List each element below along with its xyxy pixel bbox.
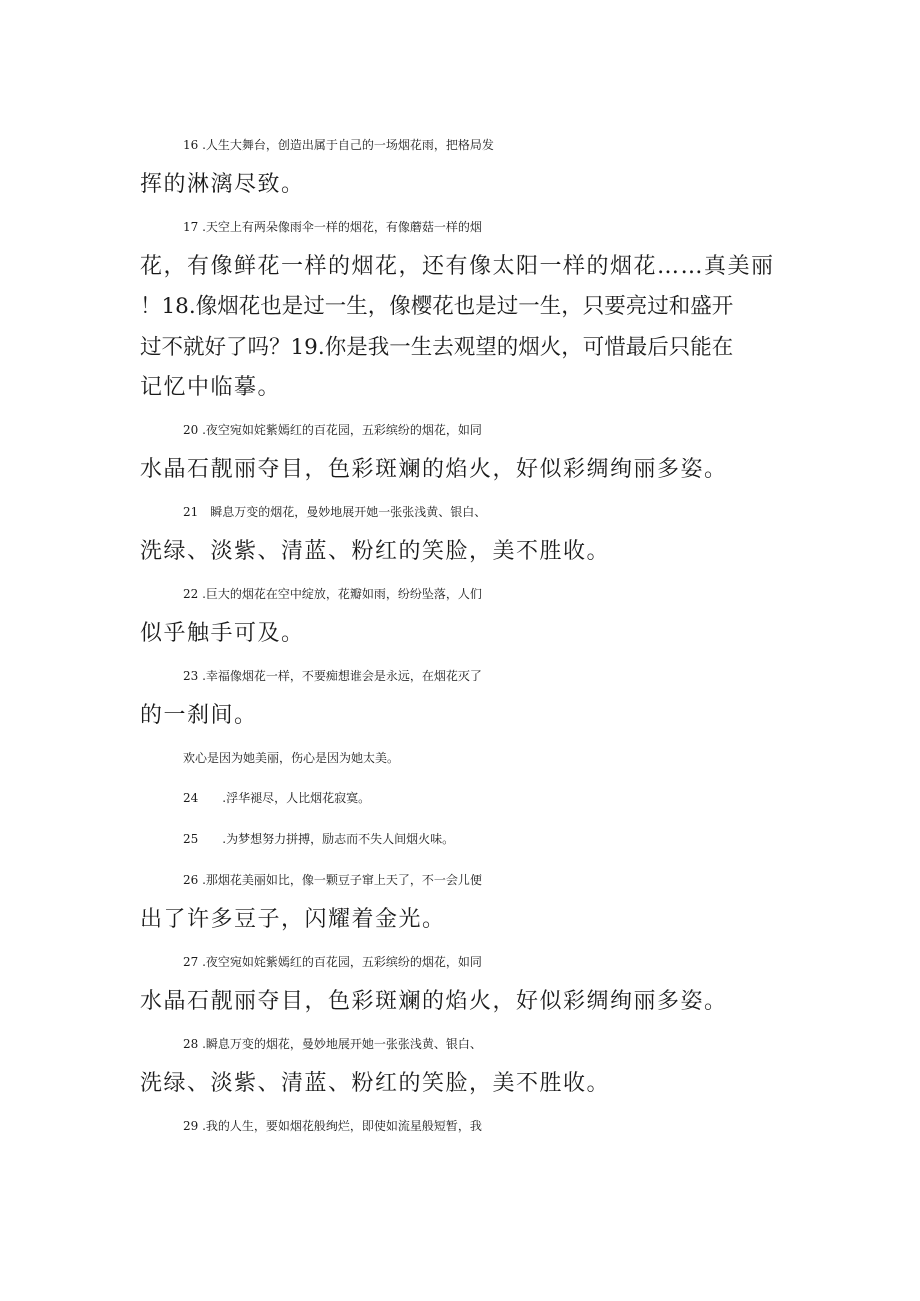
text-line: 水晶石靓丽夺目，色彩斑斓的焰火，好似彩绸绚丽多姿。 — [140, 989, 728, 1014]
text-line: ！18.像烟花也是过一生，像樱花也是过一生，只要亮过和盛开 — [140, 294, 734, 319]
text-line: 24 .浮华褪尽，人比烟花寂寞。 — [183, 791, 371, 805]
text-line: 水晶石靓丽夺目，色彩斑斓的焰火，好似彩绸绚丽多姿。 — [140, 457, 728, 482]
text-line: 似乎触手可及。 — [140, 621, 305, 646]
text-line: 20 .夜空宛如姹紫嫣红的百花园，五彩缤纷的烟花，如同 — [183, 423, 482, 437]
text-line: 21 瞬息万变的烟花，曼妙地展开她一张张浅黄、银白、 — [183, 505, 487, 519]
text-line: 的一刹间。 — [140, 703, 258, 728]
text-line: 26 .那烟花美丽如比，像一颗豆子窜上天了，不一会儿便 — [183, 873, 482, 887]
text-line: 欢心是因为她美丽，伤心是因为她太美。 — [183, 751, 400, 765]
text-line: 28 .瞬息万变的烟花，曼妙地展开她一张张浅黄、银白、 — [183, 1037, 482, 1051]
text-line: 16 .人生大舞台，创造出属于自己的一场烟花雨，把格局发 — [183, 138, 494, 152]
text-line: 25 .为梦想努力拼搏，励志而不失人间烟火味。 — [183, 832, 455, 846]
text-line: 洗绿、淡紫、清蓝、粉红的笑脸，美不胜收。 — [140, 1071, 611, 1096]
text-line: 挥的淋漓尽致。 — [140, 172, 305, 197]
text-line: 23 .幸福像烟花一样，不要痴想谁会是永远，在烟花灭了 — [183, 669, 482, 683]
text-line: 记忆中临摹。 — [140, 375, 282, 400]
text-line: 过不就好了吗？19.你是我一生去观望的烟火，可惜最后只能在 — [140, 335, 734, 360]
text-line: 17 .天空上有两朵像雨伞一样的烟花，有像蘑菇一样的烟 — [183, 220, 482, 234]
text-line: 22 .巨大的烟花在空中绽放，花瓣如雨，纷纷坠落，人们 — [183, 587, 482, 601]
text-line: 洗绿、淡紫、清蓝、粉红的笑脸，美不胜收。 — [140, 539, 611, 564]
text-line: 29 .我的人生，要如烟花般绚烂，即使如流星般短暂，我 — [183, 1119, 482, 1133]
text-line: 花，有像鲜花一样的烟花，还有像太阳一样的烟花……真美丽 — [140, 254, 775, 279]
text-line: 出了许多豆子，闪耀着金光。 — [140, 907, 446, 932]
text-line: 27 .夜空宛如姹紫嫣红的百花园，五彩缤纷的烟花，如同 — [183, 955, 482, 969]
